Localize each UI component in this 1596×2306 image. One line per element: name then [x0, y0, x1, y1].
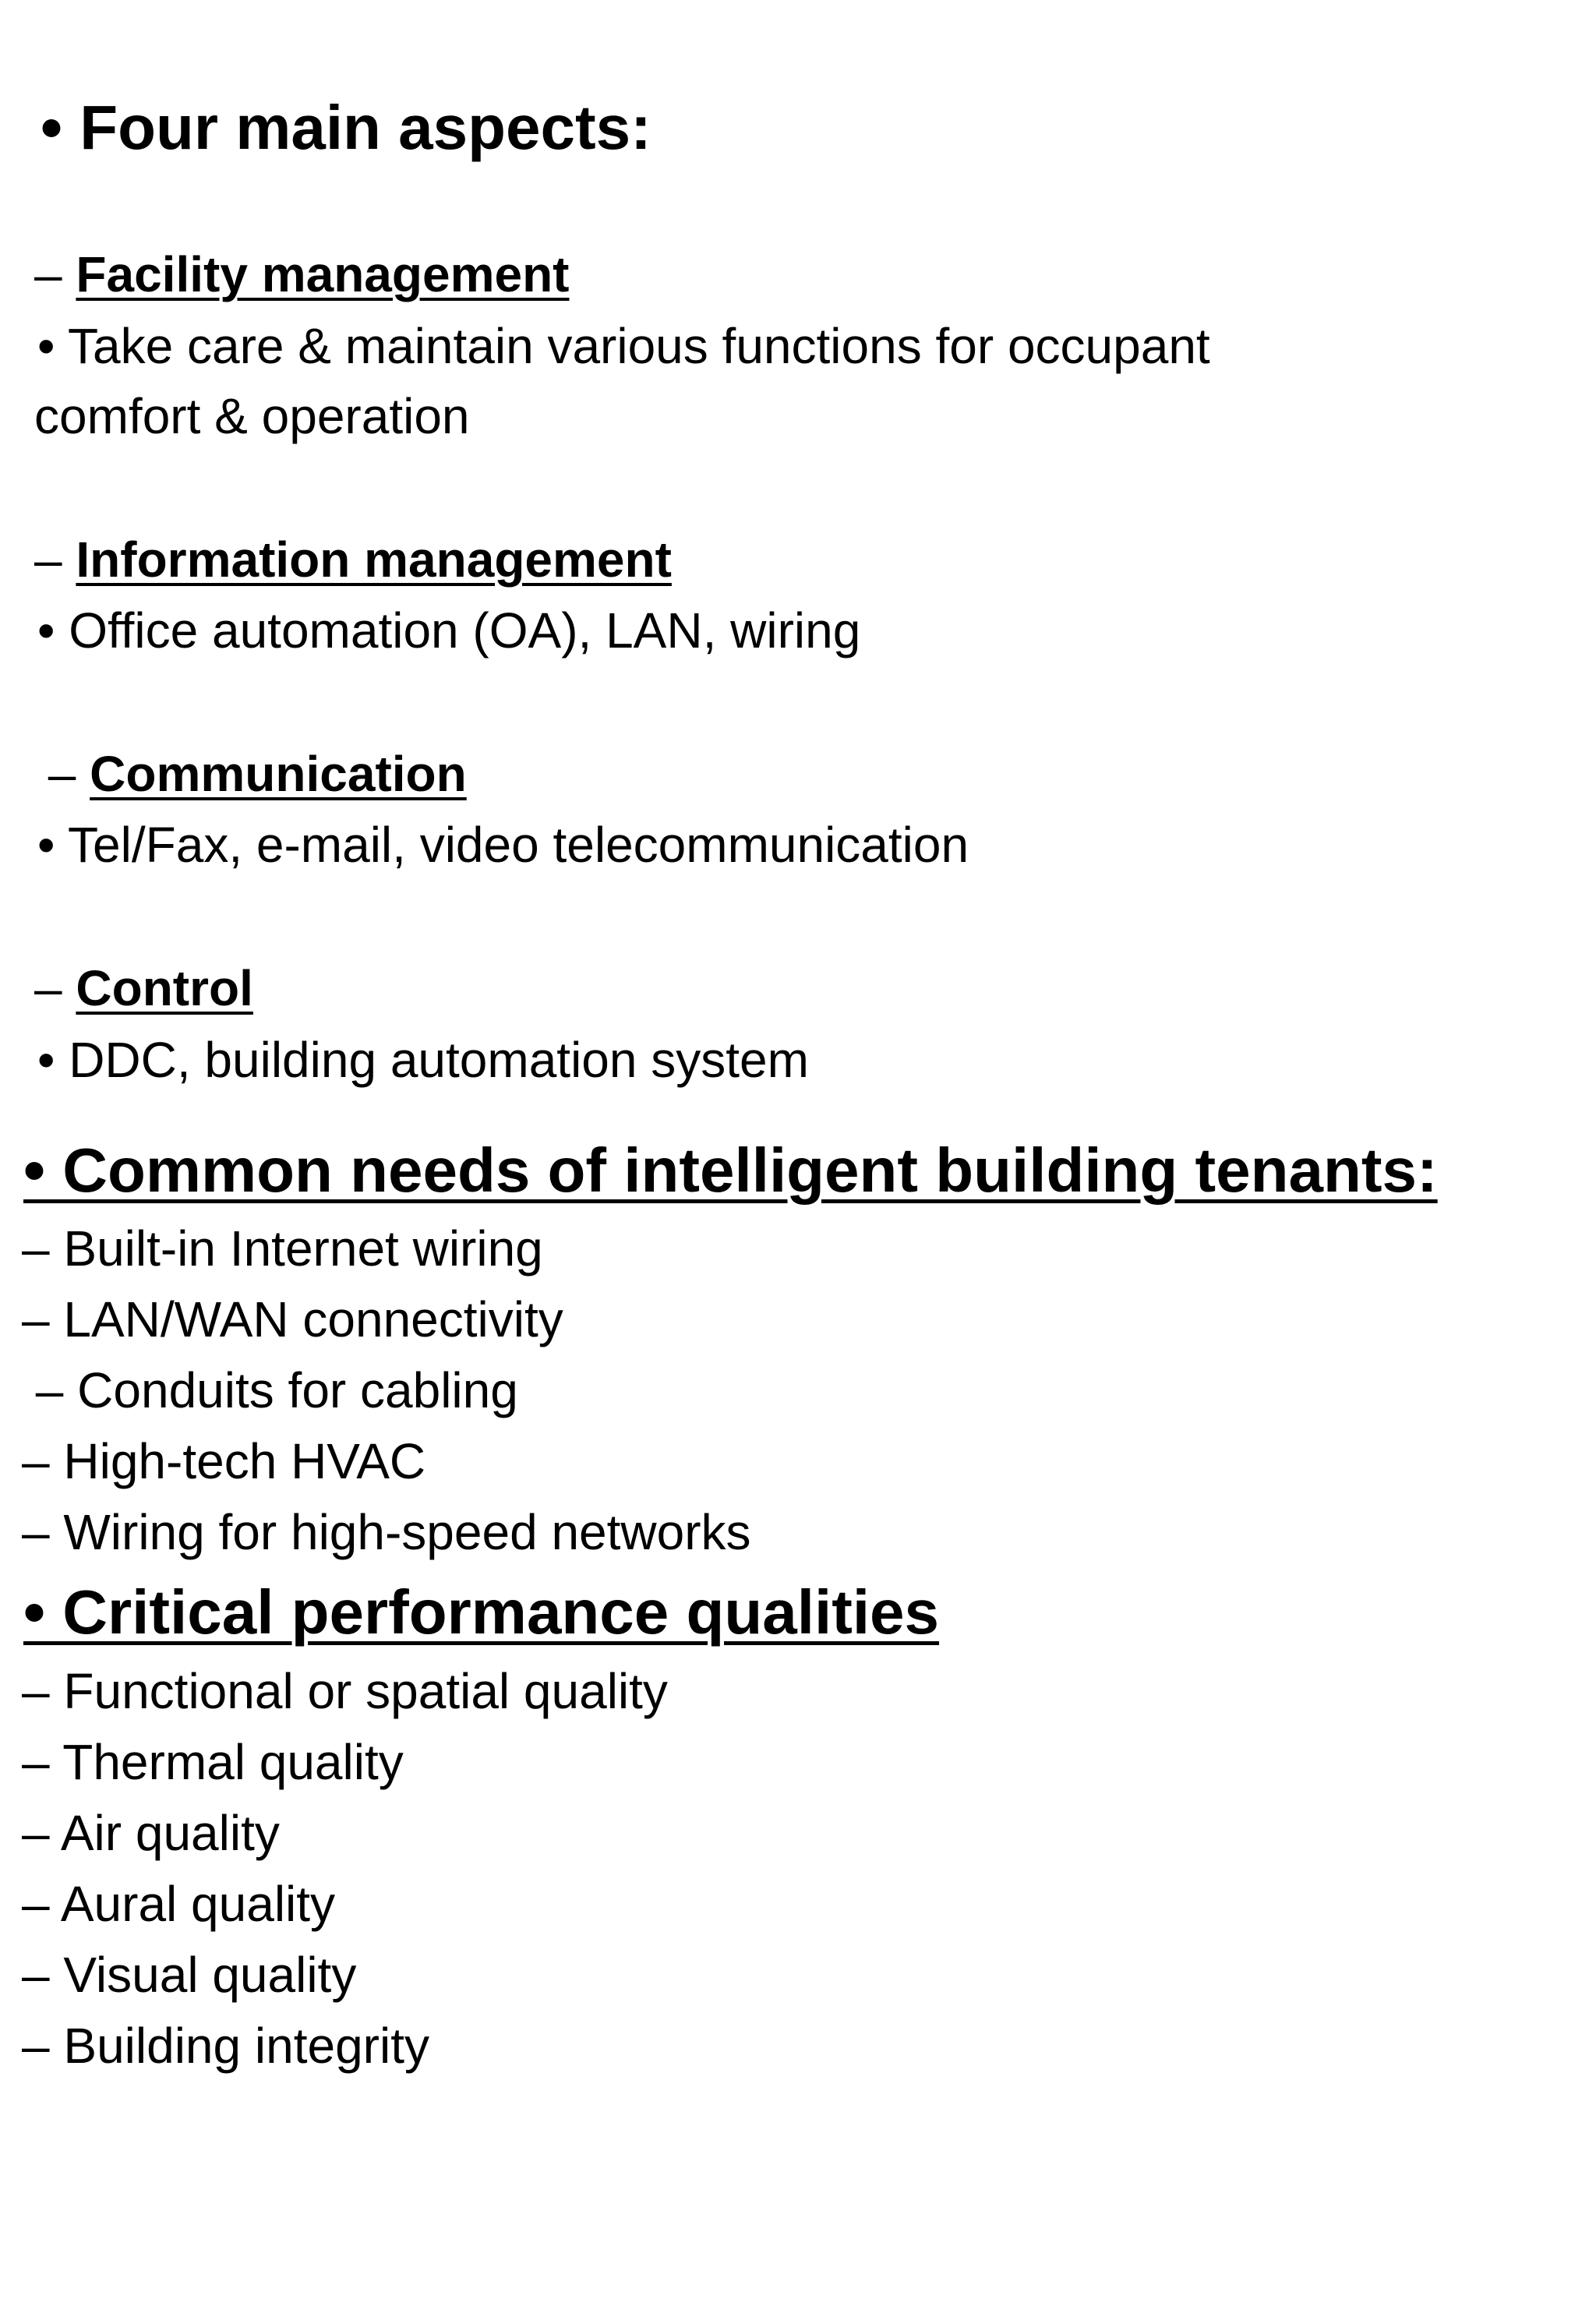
- aspect-information-heading: [34, 531, 672, 588]
- aspect-control-bullet: • DDC, building automation system: [37, 1032, 809, 1088]
- needs-item: – LAN/WAN connectivity: [22, 1291, 563, 1347]
- heading-common-needs: • Common needs of intelligent building tenants:: [23, 1135, 1438, 1205]
- aspect-information-bullet: • Office automation (OA), LAN, wiring: [37, 602, 861, 659]
- heading-critical-qualities: • Critical performance qualities: [23, 1577, 940, 1647]
- qualities-item: – Aural quality: [22, 1876, 336, 1932]
- aspect-label: Information management: [76, 531, 672, 588]
- aspect-dash: –: [34, 246, 76, 302]
- qualities-item: – Visual quality: [22, 1947, 357, 2003]
- aspect-facility-bullet: • Take care & maintain various functions for occupant: [37, 318, 1210, 374]
- needs-item: – Built-in Internet wiring: [22, 1220, 543, 1277]
- aspect-dash: –: [34, 746, 90, 802]
- aspect-communication-bullet: • Tel/Fax, e-mail, video telecommunication: [37, 817, 969, 873]
- qualities-item: – Air quality: [22, 1805, 280, 1861]
- needs-item: – Conduits for cabling: [22, 1362, 518, 1418]
- aspect-facility-heading: [34, 246, 570, 302]
- aspect-label: Communication: [90, 746, 467, 802]
- aspect-communication-heading: [34, 746, 467, 802]
- qualities-item: – Building integrity: [22, 2018, 429, 2074]
- needs-item: – High-tech HVAC: [22, 1433, 426, 1489]
- aspect-facility-bullet-continued: comfort & operation: [34, 388, 470, 444]
- aspect-control-heading: [34, 960, 253, 1016]
- aspect-dash: –: [34, 531, 76, 588]
- aspect-label: Control: [76, 960, 253, 1016]
- needs-item: – Wiring for high-speed networks: [22, 1504, 751, 1560]
- heading-four-main-aspects: • Four main aspects:: [41, 93, 651, 162]
- qualities-item: – Functional or spatial quality: [22, 1663, 668, 1719]
- aspect-dash: –: [34, 960, 76, 1016]
- aspect-label: Facility management: [76, 246, 570, 302]
- qualities-item: – Thermal quality: [22, 1734, 404, 1790]
